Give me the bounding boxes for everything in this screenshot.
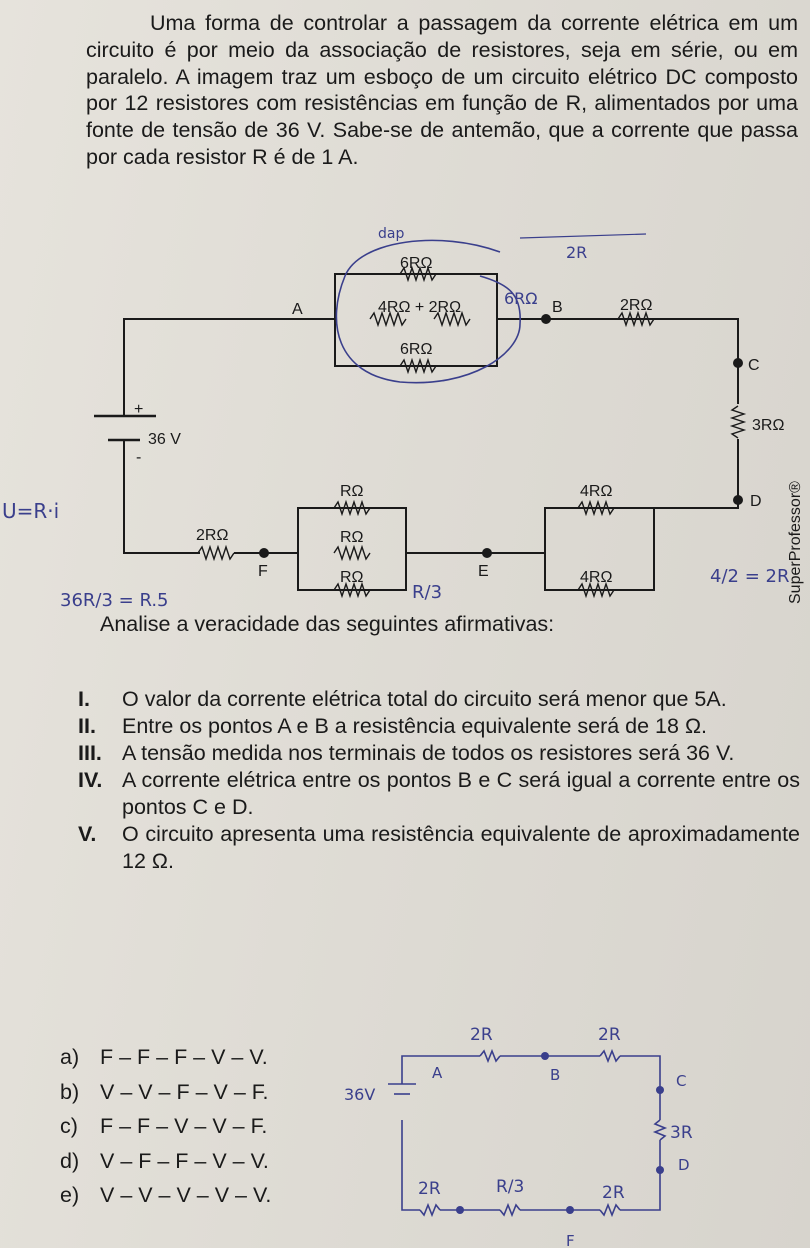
node-c-label: C [748, 357, 760, 374]
statements-list [78, 686, 800, 875]
wire-d-box [654, 502, 738, 508]
wire-a-left [124, 319, 335, 416]
hand-calc: 36R/3 = R.5 [60, 590, 169, 611]
sketch-r4: 2R [602, 1183, 625, 1203]
node-d-label: D [750, 493, 762, 510]
wire-b-c [497, 319, 738, 404]
option-c[interactable]: c) F – F – V – V – F. [60, 1114, 268, 1138]
hand-ohms-law: U=R·i [2, 499, 60, 523]
sketch-a: A [432, 1064, 443, 1082]
node-e-dot [482, 548, 492, 558]
statement-3: III. A tensão medida nos terminais de todos os resistores será 36 V. [78, 741, 735, 765]
label-f-source: 2RΩ [196, 527, 229, 544]
intro-current: 1 A [321, 144, 353, 169]
hand-r3: R/3 [412, 582, 443, 603]
node-b-label: B [552, 299, 563, 316]
label-e-f-mid: RΩ [340, 529, 364, 546]
node-f-label: F [258, 563, 268, 580]
node-a-label: A [292, 301, 303, 318]
statement-4: IV. A corrente elétrica entre os pontos B e C será igual a corrente entre os pontos C e D. [78, 768, 800, 819]
node-e-label: E [478, 563, 489, 580]
handwritten-sketch [340, 1010, 760, 1248]
label-d-e-lower: 4RΩ [580, 569, 613, 586]
node-f-dot [259, 548, 269, 558]
sketch-c: C [676, 1072, 687, 1090]
hand-stroke [520, 234, 646, 238]
label-c-d: 3RΩ [752, 417, 785, 434]
sketch-r2: 2R [598, 1025, 621, 1045]
sketch-b: B [550, 1066, 561, 1084]
option-d[interactable]: d) V – F – F – V – V. [60, 1148, 269, 1173]
sketch-r3: 3R [670, 1123, 693, 1143]
intro-paragraph [86, 10, 798, 171]
node-c-dot [733, 358, 743, 368]
resistor-b-c [618, 313, 654, 325]
sketch-r6: 2R [418, 1179, 441, 1199]
label-top-mid: 4RΩ + 2RΩ [378, 299, 462, 316]
source-plus: + [134, 401, 144, 418]
resistor-e-f-mid [334, 547, 370, 559]
label-e-f-lower: RΩ [340, 569, 364, 586]
label-b-c: 2RΩ [620, 297, 653, 314]
intro-text-2: . Sabe-se de antemão, que a corrente que passa por cada resistor R é de [86, 118, 799, 169]
node-d-dot [733, 495, 743, 505]
resistor-f-source [198, 547, 234, 559]
hand-note-2r: 2R [566, 243, 588, 262]
sketch-f: F [566, 1232, 575, 1248]
sketch-d: D [678, 1156, 690, 1174]
hand-4-2: 4/2 = 2R [710, 566, 790, 587]
label-e-f-upper: RΩ [340, 483, 364, 500]
statement-1: I. O valor da corrente elétrica total do circuito será menor que 5A. [78, 687, 727, 711]
hand-note-top: dap [378, 226, 405, 242]
option-e[interactable]: e) V – V – V – V – V. [60, 1183, 272, 1207]
sketch-r1: 2R [470, 1025, 493, 1045]
node-b-dot [541, 314, 551, 324]
answer-options [60, 1040, 271, 1213]
watermark: SuperProfessor® [787, 481, 804, 604]
resistor-d-e-upper [578, 502, 614, 514]
resistor-top-lower [400, 360, 436, 372]
resistor-c-d [732, 406, 744, 438]
intro-voltage: 36 V [275, 118, 320, 143]
source-voltage-label: 36 V [148, 431, 181, 448]
statement-5: V. O circuito apresenta uma resistência equivalente de aproximadamente 12 Ω. [78, 822, 800, 873]
circuit-diagram [0, 224, 810, 614]
sketch-r5: R/3 [496, 1177, 525, 1197]
intro-text-1: Uma forma de controlar a passagem da corrente elétrica em um circuito é por meio da associação de resistores, seja em série, ou em paralelo. A imagem traz um esboço de um circuito elétrico DC composto por 12 resistores com resistências em função de R, alimentados por uma fonte de tensão de [86, 11, 798, 143]
option-b[interactable]: b) V – V – F – V – F. [60, 1079, 269, 1104]
statement-2: II. Entre os pontos A e B a resistência equivalente será de 18 Ω. [78, 714, 707, 738]
label-d-e-upper: 4RΩ [580, 483, 613, 500]
label-top-upper: 6RΩ [400, 255, 433, 272]
label-top-lower: 6RΩ [400, 341, 433, 358]
sketch-source: 36V [344, 1085, 376, 1104]
source-minus: - [136, 449, 142, 466]
option-a[interactable]: a) F – F – F – V – V. [60, 1045, 268, 1069]
hand-note-6r: 6RΩ [504, 289, 538, 308]
resistor-e-f-upper [334, 502, 370, 514]
intro-text-3: . [352, 144, 359, 169]
question-prompt: Analise a veracidade das seguintes afirmativas: [100, 612, 555, 636]
